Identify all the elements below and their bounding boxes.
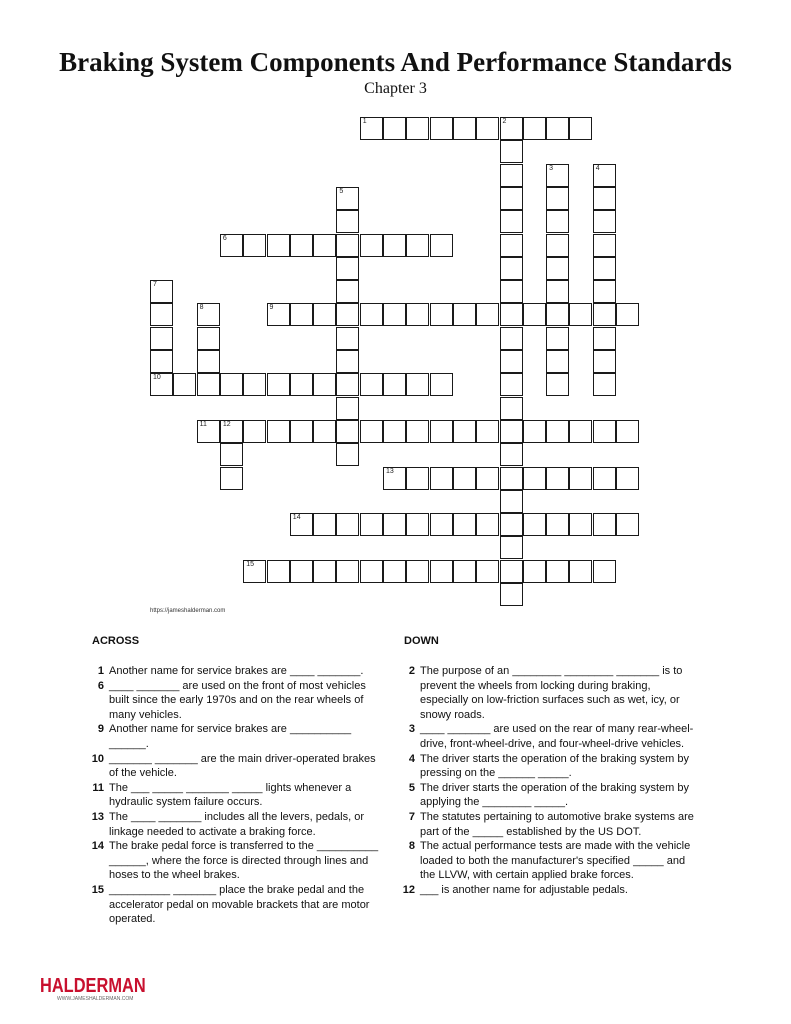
- grid-cell: [593, 420, 616, 443]
- grid-cell: [150, 280, 173, 303]
- clue-text: The purpose of an ________ ________ _______ is to prevent the wheels from locking during braking, especially on low-friction surfaces such as wet, icy, or snowy roads.: [420, 665, 683, 721]
- clue-text: Another name for service brakes are ____ _______.: [109, 665, 364, 677]
- grid-cell: [593, 280, 616, 303]
- across-clue: [78, 752, 383, 781]
- grid-cell: [500, 443, 523, 466]
- grid-cell: [593, 467, 616, 490]
- grid-cell: [336, 350, 359, 373]
- grid-cell: [523, 117, 546, 140]
- across-clue: [78, 679, 383, 723]
- grid-cell: [569, 117, 592, 140]
- grid-cell: [336, 187, 359, 210]
- cell-number: 7: [153, 281, 157, 289]
- clue-number: 15: [91, 883, 104, 896]
- grid-cell: [220, 420, 243, 443]
- grid-cell: [383, 303, 406, 326]
- grid-cell: [267, 234, 290, 257]
- grid-cell: [616, 303, 639, 326]
- grid-cell: [593, 373, 616, 396]
- grid-cell: [430, 420, 453, 443]
- grid-cell: [313, 513, 336, 536]
- grid-cell: [220, 467, 243, 490]
- grid-cell: [546, 210, 569, 233]
- grid-cell: [546, 467, 569, 490]
- grid-cell: [616, 467, 639, 490]
- grid-cell: [197, 373, 220, 396]
- grid-cell: [313, 303, 336, 326]
- grid-cell: [523, 513, 546, 536]
- clue-text: Another name for service brakes are __________ ______.: [109, 723, 352, 750]
- across-clue: [78, 781, 383, 810]
- grid-cell: [197, 420, 220, 443]
- cell-number: 10: [153, 374, 161, 382]
- clue-number: 2: [408, 665, 415, 677]
- grid-cell: [523, 467, 546, 490]
- grid-cell: [569, 303, 592, 326]
- grid-cell: [453, 513, 476, 536]
- source-url: https://jameshalderman.com: [150, 608, 226, 614]
- down-clue-list: [389, 664, 694, 898]
- across-heading: ACROSS: [92, 635, 140, 647]
- grid-cell: [453, 560, 476, 583]
- grid-cell: [593, 257, 616, 280]
- grid-cell: [220, 443, 243, 466]
- clue-number: 6: [97, 679, 104, 692]
- grid-cell: [593, 234, 616, 257]
- across-clue: [78, 664, 383, 679]
- grid-cell: [593, 164, 616, 187]
- grid-cell: [476, 467, 499, 490]
- grid-cell: [290, 560, 313, 583]
- grid-cell: [267, 303, 290, 326]
- grid-cell: [360, 303, 383, 326]
- grid-cell: [593, 560, 616, 583]
- cell-number: 5: [339, 187, 344, 195]
- grid-cell: [453, 420, 476, 443]
- grid-cell: [197, 303, 220, 326]
- grid-cell: [267, 373, 290, 396]
- grid-cell: [546, 117, 569, 140]
- grid-cell: [500, 536, 523, 559]
- grid-cell: [360, 513, 383, 536]
- clue-text: __________ _______ place the brake pedal and the accelerator pedal on movable brackets that are motor operated.: [109, 883, 370, 926]
- page-title: Braking System Components And Performance Standards: [59, 47, 732, 77]
- clue-number: 12: [402, 883, 415, 896]
- grid-cell: [500, 164, 523, 187]
- grid-cell: [500, 257, 523, 280]
- clue-text: The brake pedal force is transferred to the __________ ______, where the force is directed through lines and hoses to the wheel brakes.: [109, 840, 379, 882]
- grid-cell: [500, 234, 523, 257]
- cell-number: 13: [386, 467, 394, 475]
- grid-cell: [500, 513, 523, 536]
- grid-cell: [267, 560, 290, 583]
- grid-cell: [406, 373, 429, 396]
- grid-cell: [406, 303, 429, 326]
- grid-cell: [500, 420, 523, 443]
- grid-cell: [406, 117, 429, 140]
- grid-cell: [453, 467, 476, 490]
- cell-number: 9: [269, 304, 274, 312]
- across-clue: [78, 839, 383, 883]
- grid-cell: [430, 467, 453, 490]
- grid-cell: [523, 303, 546, 326]
- clue-text: ____ _______ are used on the rear of many rear-wheel-drive, front-wheel-drive, and four-wheel-drive vehicles.: [420, 723, 694, 750]
- grid-cell: [360, 117, 383, 140]
- grid-cell: [500, 560, 523, 583]
- grid-cell: [243, 560, 266, 583]
- grid-cell: [360, 560, 383, 583]
- grid-cell: [430, 303, 453, 326]
- clue-text: The statutes pertaining to automotive brake systems are part of the _____ established by the US DOT.: [420, 810, 694, 838]
- cell-number: 11: [199, 420, 207, 428]
- grid-cell: [546, 327, 569, 350]
- clue-number: 1: [97, 665, 104, 677]
- grid-cell: [220, 373, 243, 396]
- grid-cell: [500, 140, 523, 163]
- grid-cell: [406, 467, 429, 490]
- across-clue: [78, 883, 383, 927]
- grid-cell: [336, 373, 359, 396]
- grid-cell: [406, 234, 429, 257]
- grid-cell: [616, 420, 639, 443]
- cell-number: 3: [549, 164, 553, 172]
- clue-number: 9: [97, 723, 104, 736]
- grid-cell: [430, 234, 453, 257]
- grid-cell: [220, 234, 243, 257]
- grid-cell: [430, 373, 453, 396]
- grid-cell: [383, 513, 406, 536]
- grid-cell: [267, 420, 290, 443]
- grid-cell: [150, 303, 173, 326]
- grid-cell: [500, 117, 523, 140]
- grid-cell: [290, 373, 313, 396]
- clue-number: 8: [408, 840, 415, 853]
- clue-number: 13: [91, 810, 104, 823]
- clue-number: 10: [91, 752, 104, 765]
- grid-cell: [453, 117, 476, 140]
- grid-cell: [336, 280, 359, 303]
- grid-cell: [476, 560, 499, 583]
- grid-cell: [360, 420, 383, 443]
- grid-cell: [290, 234, 313, 257]
- clue-number: 14: [91, 840, 104, 853]
- clue-number: 4: [408, 752, 415, 765]
- down-heading: DOWN: [404, 635, 439, 647]
- clue-text: _______ _______ are the main driver-operated brakes of the vehicle.: [109, 752, 376, 780]
- down-clue: [389, 752, 694, 781]
- grid-cell: [546, 420, 569, 443]
- grid-cell: [569, 560, 592, 583]
- grid-cell: [243, 373, 266, 396]
- grid-cell: [150, 327, 173, 350]
- grid-cell: [290, 513, 313, 536]
- grid-cell: [546, 280, 569, 303]
- cell-number: 2: [502, 118, 507, 125]
- cell-number: 4: [595, 164, 600, 172]
- grid-cell: [593, 513, 616, 536]
- grid-cell: [336, 443, 359, 466]
- grid-cell: [546, 164, 569, 187]
- grid-cell: [476, 420, 499, 443]
- grid-cell: [500, 350, 523, 373]
- grid-cell: [616, 513, 639, 536]
- grid-cell: [406, 560, 429, 583]
- grid-cell: [313, 560, 336, 583]
- grid-cell: [500, 303, 523, 326]
- grid-cell: [313, 420, 336, 443]
- clue-text: The actual performance tests are made with the vehicle loaded to both the manufacturer's specified _____ and the LLVW, with certain applied brake forces.: [420, 840, 691, 882]
- grid-cell: [383, 117, 406, 140]
- halderman-logo: HALDERMAN: [40, 975, 146, 997]
- grid-cell: [313, 373, 336, 396]
- cell-number: 6: [222, 234, 227, 242]
- grid-cell: [383, 467, 406, 490]
- grid-cell: [546, 257, 569, 280]
- clue-text: ____ _______ are used on the front of most vehicles built since the early 1970s and on the rear wheels of many vehicles.: [109, 679, 366, 721]
- cell-number: 8: [199, 304, 204, 312]
- grid-cell: [383, 420, 406, 443]
- grid-cell: [569, 467, 592, 490]
- grid-cell: [593, 187, 616, 210]
- chapter-subtitle: Chapter 3: [364, 80, 427, 97]
- grid-cell: [150, 350, 173, 373]
- grid-cell: [453, 303, 476, 326]
- grid-cell: [546, 234, 569, 257]
- grid-cell: [430, 513, 453, 536]
- grid-cell: [336, 560, 359, 583]
- clue-number: 11: [92, 781, 104, 794]
- clue-number: 3: [408, 723, 415, 736]
- grid-cell: [523, 420, 546, 443]
- grid-cell: [523, 560, 546, 583]
- grid-cell: [569, 513, 592, 536]
- grid-cell: [290, 303, 313, 326]
- grid-cell: [476, 303, 499, 326]
- grid-cell: [500, 210, 523, 233]
- cell-number: 1: [362, 118, 367, 125]
- grid-cell: [336, 257, 359, 280]
- cell-number: 15: [246, 560, 254, 568]
- cell-number: 14: [292, 514, 301, 522]
- grid-cell: [406, 513, 429, 536]
- grid-cell: [383, 373, 406, 396]
- grid-cell: [500, 280, 523, 303]
- grid-cell: [500, 583, 523, 606]
- grid-cell: [430, 560, 453, 583]
- grid-cell: [150, 373, 173, 396]
- clue-text: The driver starts the operation of the braking system by pressing on the ______ _____.: [420, 752, 690, 780]
- grid-cell: [476, 117, 499, 140]
- down-clue: [389, 810, 694, 839]
- clue-text: The ____ _______ includes all the levers, pedals, or linkage needed to activate a braking force.: [109, 810, 365, 838]
- grid-cell: [593, 210, 616, 233]
- down-clue: [389, 664, 694, 722]
- clue-text: The driver starts the operation of the braking system by applying the ________ _____.: [420, 781, 690, 809]
- down-clue: [389, 781, 694, 810]
- grid-cell: [593, 350, 616, 373]
- grid-cell: [476, 513, 499, 536]
- grid-cell: [243, 234, 266, 257]
- cell-number: 12: [222, 420, 231, 428]
- grid-cell: [430, 117, 453, 140]
- clue-number: 7: [408, 810, 415, 823]
- grid-cell: [500, 490, 523, 513]
- across-clue-list: [78, 664, 383, 927]
- grid-cell: [546, 303, 569, 326]
- grid-cell: [500, 373, 523, 396]
- grid-cell: [290, 420, 313, 443]
- down-clue: [389, 883, 694, 898]
- grid-cell: [173, 373, 196, 396]
- clue-text: ___ is another name for adjustable pedals.: [420, 883, 628, 896]
- grid-cell: [336, 420, 359, 443]
- grid-cell: [197, 327, 220, 350]
- grid-cell: [336, 327, 359, 350]
- grid-cell: [383, 234, 406, 257]
- grid-cell: [500, 187, 523, 210]
- grid-cell: [360, 373, 383, 396]
- grid-cell: [546, 560, 569, 583]
- grid-cell: [243, 420, 266, 443]
- logo-website: WWW.JAMESHALDERMAN.COM: [57, 996, 134, 1002]
- clue-text: The ___ _____ _______ _____ lights whenever a hydraulic system failure occurs.: [109, 781, 352, 809]
- grid-cell: [546, 513, 569, 536]
- grid-cell: [546, 187, 569, 210]
- grid-cell: [336, 210, 359, 233]
- grid-cell: [313, 234, 336, 257]
- grid-cell: [360, 234, 383, 257]
- grid-cell: [593, 327, 616, 350]
- clue-number: 5: [408, 781, 415, 794]
- grid-cell: [500, 467, 523, 490]
- grid-cell: [500, 397, 523, 420]
- across-clue: [78, 722, 383, 751]
- grid-cell: [336, 234, 359, 257]
- down-clue: [389, 722, 694, 751]
- grid-cell: [569, 420, 592, 443]
- grid-cell: [546, 350, 569, 373]
- grid-cell: [500, 327, 523, 350]
- grid-cell: [406, 420, 429, 443]
- grid-cell: [336, 513, 359, 536]
- grid-cell: [383, 560, 406, 583]
- down-clue: [389, 839, 694, 883]
- grid-cell: [336, 397, 359, 420]
- grid-cell: [197, 350, 220, 373]
- grid-cell: [546, 373, 569, 396]
- grid-cell: [593, 303, 616, 326]
- grid-cell: [336, 303, 359, 326]
- across-clue: [78, 810, 383, 839]
